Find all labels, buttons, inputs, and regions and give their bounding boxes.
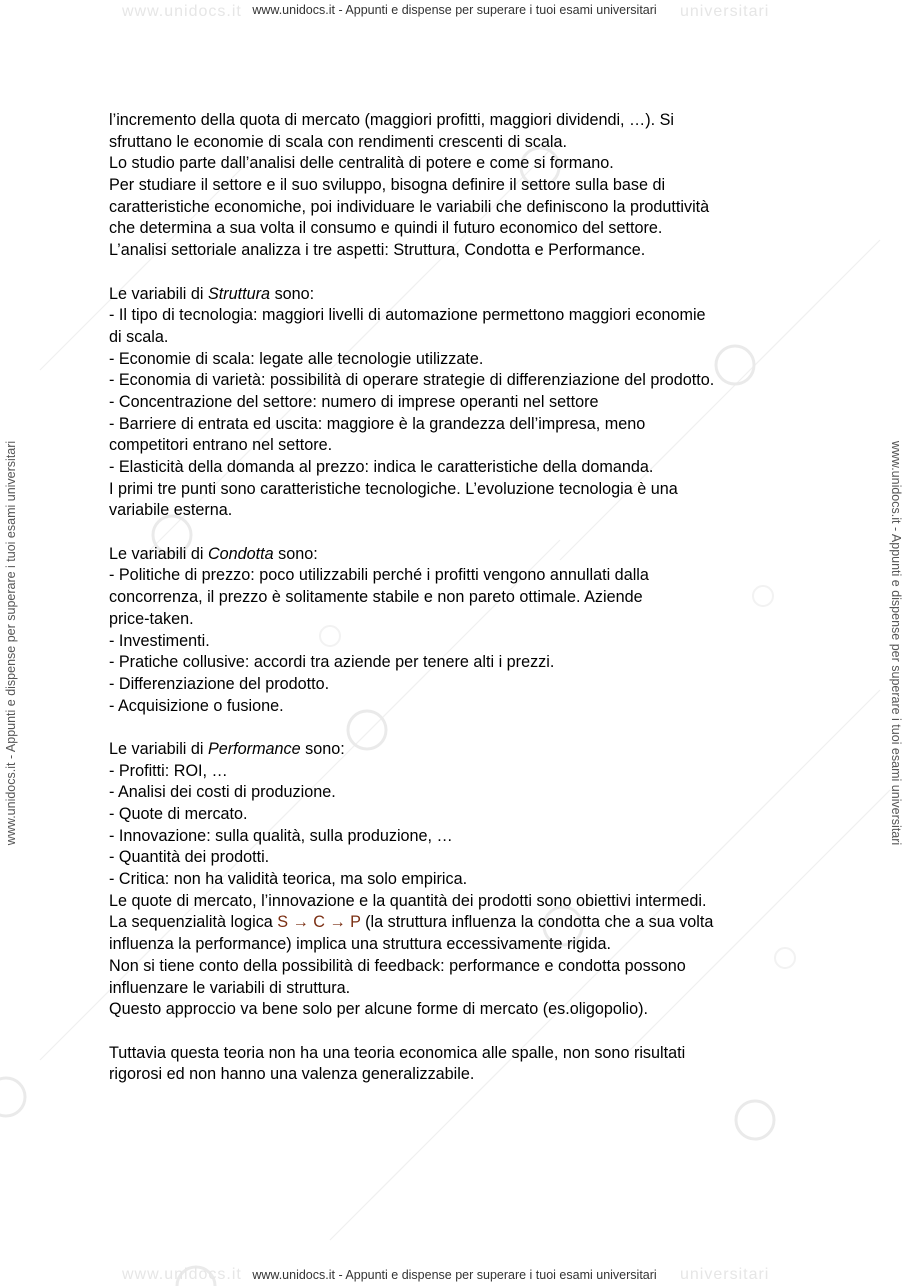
text-line: sfruttano le economie di scala con rendimenti crescenti di scala. <box>109 132 567 151</box>
side-watermark-right: www.unidocs.it - Appunti e dispense per superare i tuoi esami universitari <box>889 440 903 846</box>
list-item: - Economia di varietà: possibilità di operare strategie di differenziazione del prodotto. <box>109 371 715 390</box>
list-item: - Differenziazione del prodotto. <box>109 674 330 693</box>
list-item-continuation: price-taken. <box>109 609 194 628</box>
text-line: Questo approccio va bene solo per alcune forme di mercato (es.oligopolio). <box>109 1000 648 1019</box>
list-item: - Pratiche collusive: accordi tra aziende per tenere alti i prezzi. <box>109 653 555 672</box>
list-item: - Concentrazione del settore: numero di imprese operanti nel settore <box>109 392 599 411</box>
list-item: - Elasticità della domanda al prezzo: indica le caratteristiche della domanda. <box>109 458 654 476</box>
text-line: Lo studio parte dall’analisi delle centralità di potere e come si formano. <box>109 154 614 173</box>
ghost-watermark-right-footer: universitari <box>680 1266 770 1283</box>
list-item: - Investimenti. <box>109 631 210 650</box>
list-item: - Economie di scala: legate alle tecnologie utilizzate. <box>109 349 484 368</box>
list-item: - Analisi dei costi di produzione. <box>109 783 336 802</box>
list-item: - Politiche di prezzo: poco utilizzabili perché i profitti vengono annullati dalla <box>109 566 649 585</box>
text-line: L’analisi settoriale analizza i tre aspetti: Struttura, Condotta e Performance. <box>109 241 646 260</box>
list-item: - Quote di mercato. <box>109 805 248 823</box>
ghost-watermark-left-footer: www.unidocs.it <box>122 1266 242 1283</box>
text-line: influenzare le variabili di struttura. <box>109 978 351 997</box>
text-line: l’incremento della quota di mercato (maggiori profitti, maggiori dividendi, …). Si <box>109 111 675 129</box>
scp-sequence: S → C → P <box>277 913 361 932</box>
text-line: La sequenzialità logica S → C → P (la struttura influenza la condotta che a sua volta <box>109 913 714 932</box>
list-item: - Acquisizione o fusione. <box>109 696 284 715</box>
section-heading-struttura: Le variabili di Struttura sono: <box>109 284 315 303</box>
text-line: rigorosi ed non hanno una valenza generalizzabile. <box>109 1065 475 1084</box>
section-heading-condotta: Le variabili di Condotta sono: <box>109 544 318 563</box>
list-item: - Quantità dei prodotti. <box>109 848 270 867</box>
list-item: - Il tipo di tecnologia: maggiori livelli di automazione permettono maggiori economie <box>109 306 706 325</box>
text-line: Tuttavia questa teoria non ha una teoria economica alle spalle, non sono risultati <box>109 1043 686 1062</box>
text-line: Le quote di mercato, l’innovazione e la quantità dei prodotti sono obiettivi intermedi. <box>109 891 707 910</box>
text-line: Non si tiene conto della possibilità di feedback: performance e condotta possono <box>109 956 686 975</box>
term-struttura: Struttura <box>207 284 271 303</box>
term-performance: Performance <box>207 739 301 758</box>
list-item: - Barriere di entrata ed uscita: maggiore è la grandezza dell’impresa, meno <box>109 414 646 433</box>
ghost-watermark-left: www.unidocs.it <box>122 3 242 20</box>
list-item-continuation: concorrenza, il prezzo è solitamente stabile e non pareto ottimale. Aziende <box>109 588 643 607</box>
list-item-continuation: di scala. <box>109 327 169 346</box>
text-line: influenza la performance) implica una struttura eccessivamente rigida. <box>109 935 612 954</box>
term-condotta: Condotta <box>207 544 274 563</box>
document-body <box>109 110 809 1086</box>
text-line: Per studiare il settore e il suo sviluppo, bisogna definire il settore sulla base di <box>109 176 666 195</box>
text-line: I primi tre punti sono caratteristiche tecnologiche. L’evoluzione tecnologia è una <box>109 479 678 498</box>
text-line: variabile esterna. <box>109 501 233 520</box>
section-heading-performance: Le variabili di Performance sono: <box>109 739 345 758</box>
list-item: - Profitti: ROI, … <box>109 761 228 780</box>
list-item-continuation: competitori entrano nel settore. <box>109 436 333 455</box>
header-watermark: www.unidocs.it - Appunti e dispense per superare i tuoi esami universitari <box>252 3 657 17</box>
list-item: - Critica: non ha validità teorica, ma solo empirica. <box>109 870 468 889</box>
side-watermark-left: www.unidocs.it - Appunti e dispense per superare i tuoi esami universitari <box>4 440 18 846</box>
text-line: che determina a sua volta il consumo e quindi il futuro economico del settore. <box>109 219 663 238</box>
list-item: - Innovazione: sulla qualità, sulla produzione, … <box>109 826 453 845</box>
text-line: caratteristiche economiche, poi individuare le variabili che definiscono la produttività <box>109 197 710 216</box>
footer-watermark: www.unidocs.it - Appunti e dispense per superare i tuoi esami universitari <box>252 1268 657 1282</box>
ghost-watermark-right: universitari <box>680 3 770 20</box>
